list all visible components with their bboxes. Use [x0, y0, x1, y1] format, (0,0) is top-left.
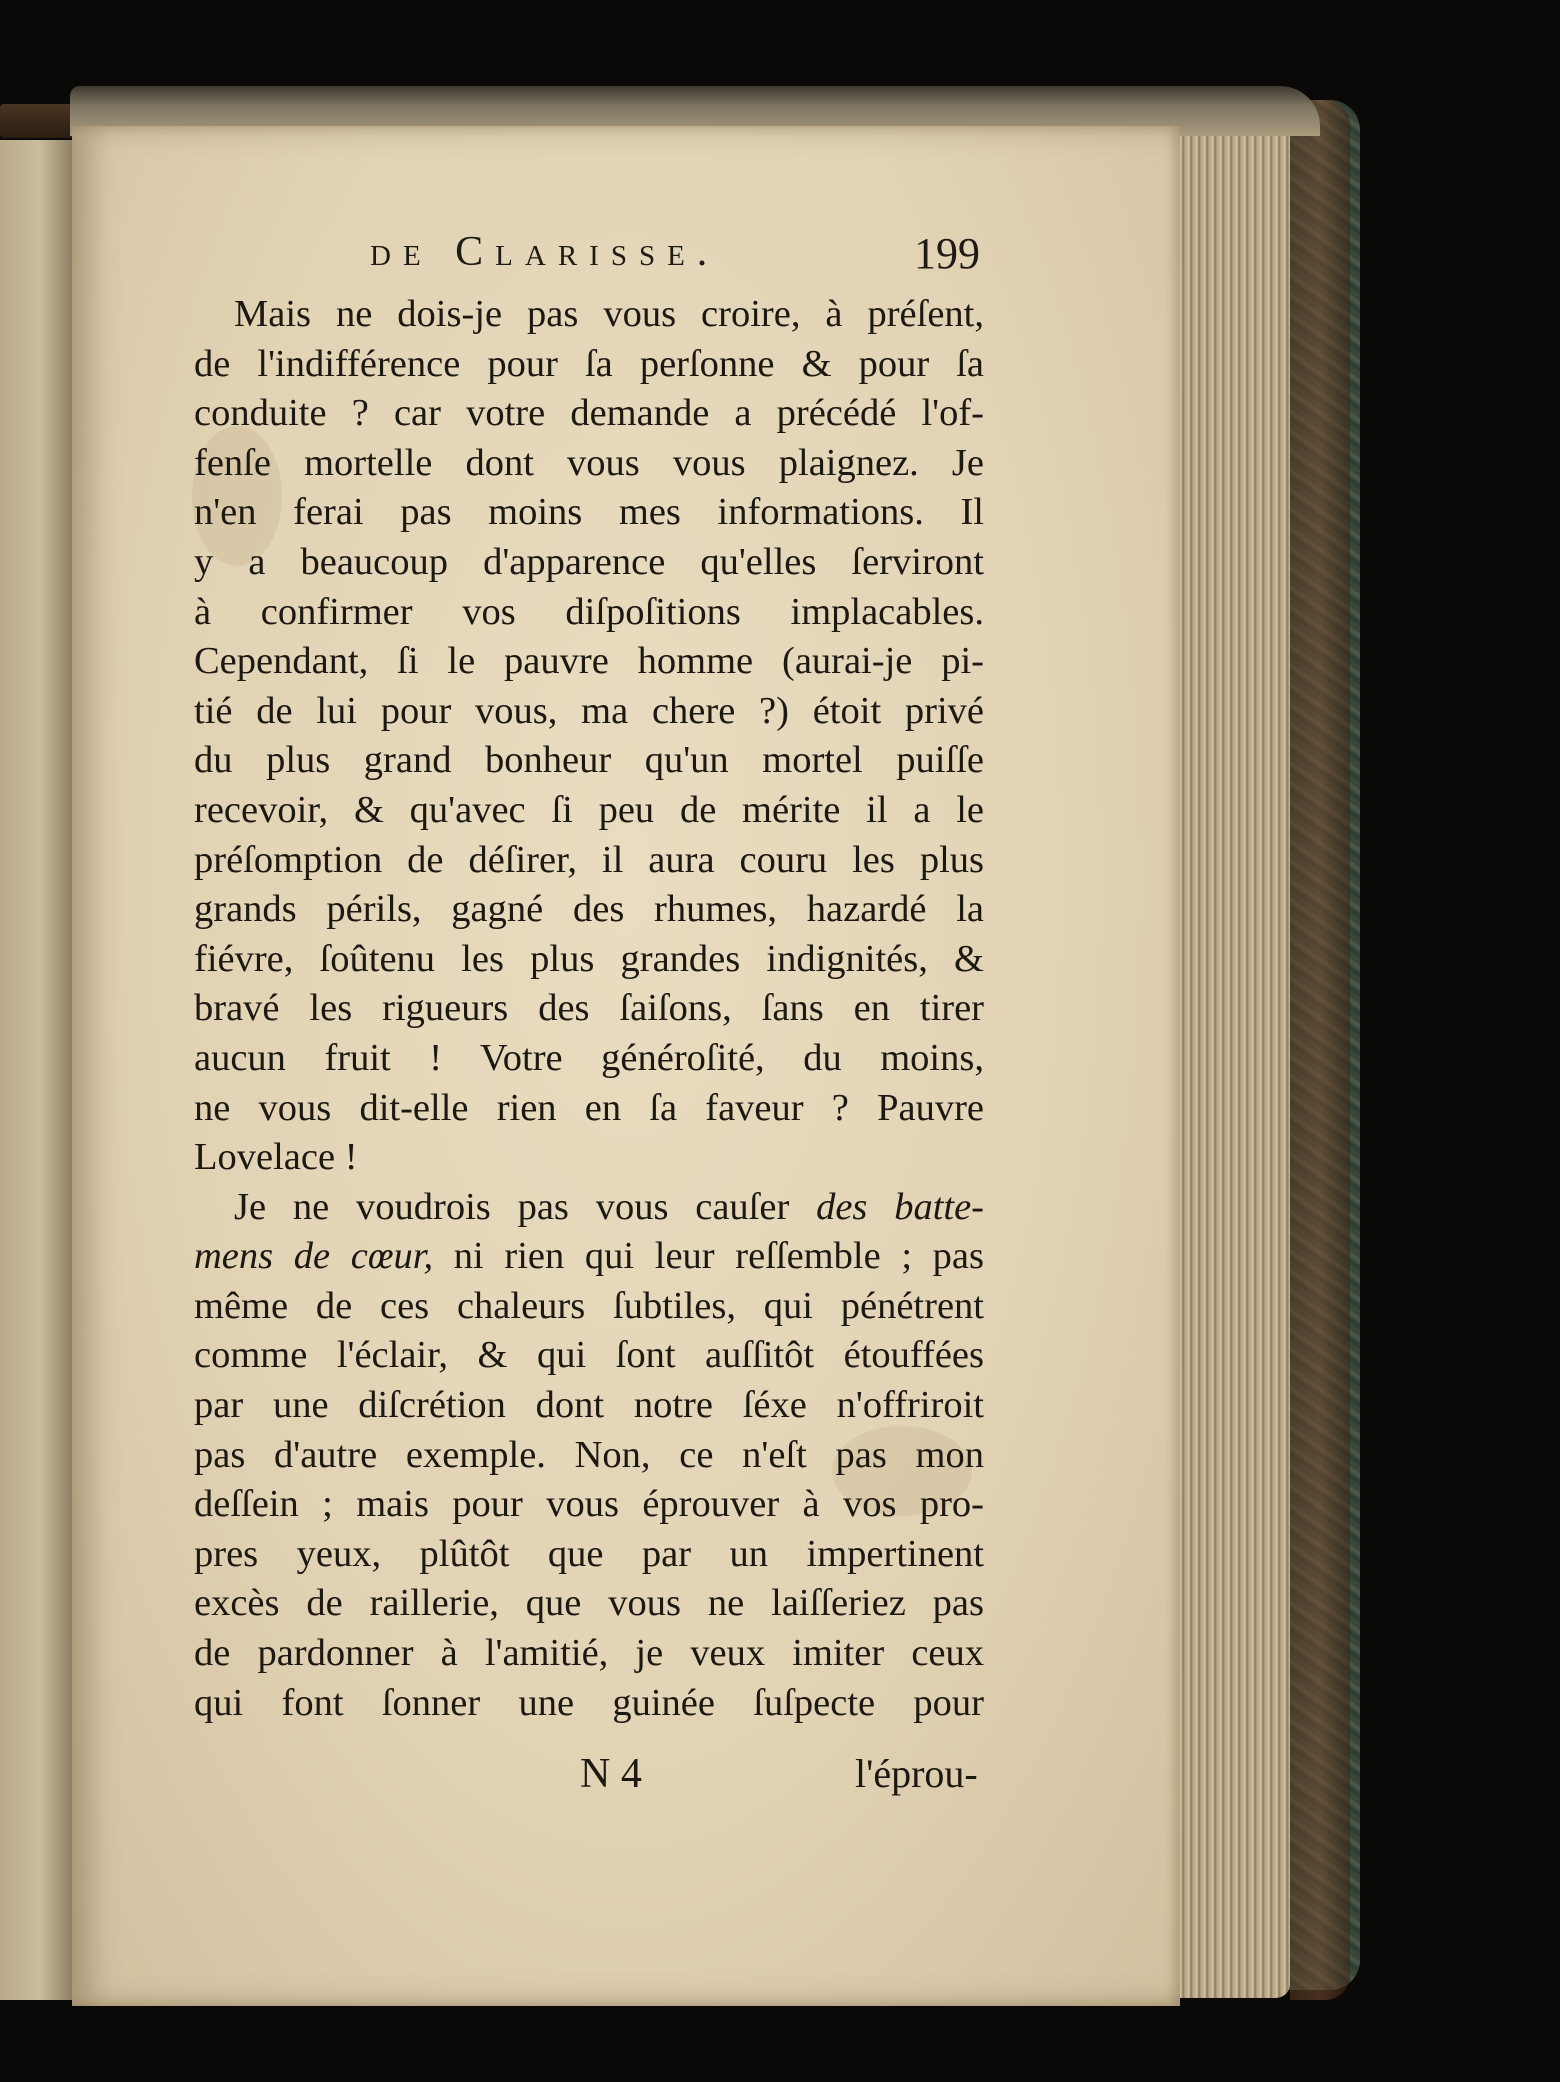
text-line [194, 1183, 984, 1233]
text-line: Cependant, ſi le pauvre homme (aurai-je pi- [194, 640, 984, 683]
signature-mark: N 4 [580, 1751, 642, 1797]
text-line: fenſe mortelle dont vous vous plaignez. Je [194, 441, 984, 484]
text-line: du plus grand bonheur qu'un mortel puiſſe [194, 739, 984, 782]
text-line: par une diſcrétion dont notre ſéxe n'offriroit [194, 1384, 984, 1427]
page-number: 199 [914, 229, 980, 278]
text-line: deſſein ; mais pour vous éprouver à vos pro- [194, 1483, 984, 1526]
text-run: ni rien qui leur reſſemble ; pas [433, 1235, 984, 1278]
text-line: de pardonner à l'amitié, je veux imiter ceux [194, 1632, 984, 1675]
leather-spine-edge [1290, 100, 1350, 2000]
body-text [194, 290, 984, 1728]
text-line: aucun fruit ! Votre généroſité, du moins, [194, 1036, 984, 1079]
running-head-title: de Clarisse. [370, 229, 720, 275]
text-line: préſomption de déſirer, il aura couru les plus [194, 838, 984, 881]
text-line: excès de raillerie, que vous ne laiſſeriez pas [194, 1582, 984, 1625]
text-line: y a beaucoup d'apparence qu'elles ſerviront [194, 540, 984, 583]
text-line: à confirmer vos diſpoſitions implacables. [194, 590, 984, 633]
text-line: Lovelace ! [194, 1136, 358, 1179]
text-line: comme l'éclair, & qui ſont auſſitôt étouffées [194, 1334, 984, 1377]
text-line: grands périls, gagné des rhumes, hazardé la [194, 888, 984, 931]
running-head [370, 228, 990, 278]
text-line [194, 1232, 984, 1282]
italic-run: des batte- [816, 1185, 985, 1228]
text-line: qui font ſonner une guinée ſuſpecte pour [194, 1681, 984, 1724]
text-line: Mais ne dois-je pas vous croire, à préſent, [234, 293, 984, 335]
text-line: n'en ferai pas moins mes informations. Il [194, 491, 984, 534]
page-stack-edge [1170, 118, 1290, 1998]
text-line: fiévre, ſoûtenu les plus grandes indignités, & [194, 937, 984, 980]
text-line: ne vous dit-elle rien en ſa faveur ? Pauvre [194, 1086, 984, 1129]
text-line: recevoir, & qu'avec ſi peu de mérite il a le [194, 788, 984, 831]
text-line: de l'indifférence pour ſa perſonne & pour ſa [194, 342, 984, 385]
text-line: tié de lui pour vous, ma chere ?) étoit privé [194, 689, 984, 732]
text-line: pas d'autre exemple. Non, ce n'eſt pas mon [194, 1433, 984, 1476]
text-run: Je ne voudrois pas vous cauſer [234, 1185, 817, 1228]
text-line: même de ces chaleurs ſubtiles, qui pénétrent [194, 1284, 984, 1327]
catchword: l'éprou- [855, 1751, 978, 1796]
text-line: conduite ? car votre demande a précédé l'of- [194, 392, 984, 435]
text-line: bravé les rigueurs des ſaiſons, ſans en tirer [194, 987, 984, 1030]
italic-run: mens de cœur, [194, 1235, 434, 1278]
text-line: pres yeux, plûtôt que par un impertinent [194, 1532, 984, 1575]
facing-page-edge [0, 140, 75, 2000]
